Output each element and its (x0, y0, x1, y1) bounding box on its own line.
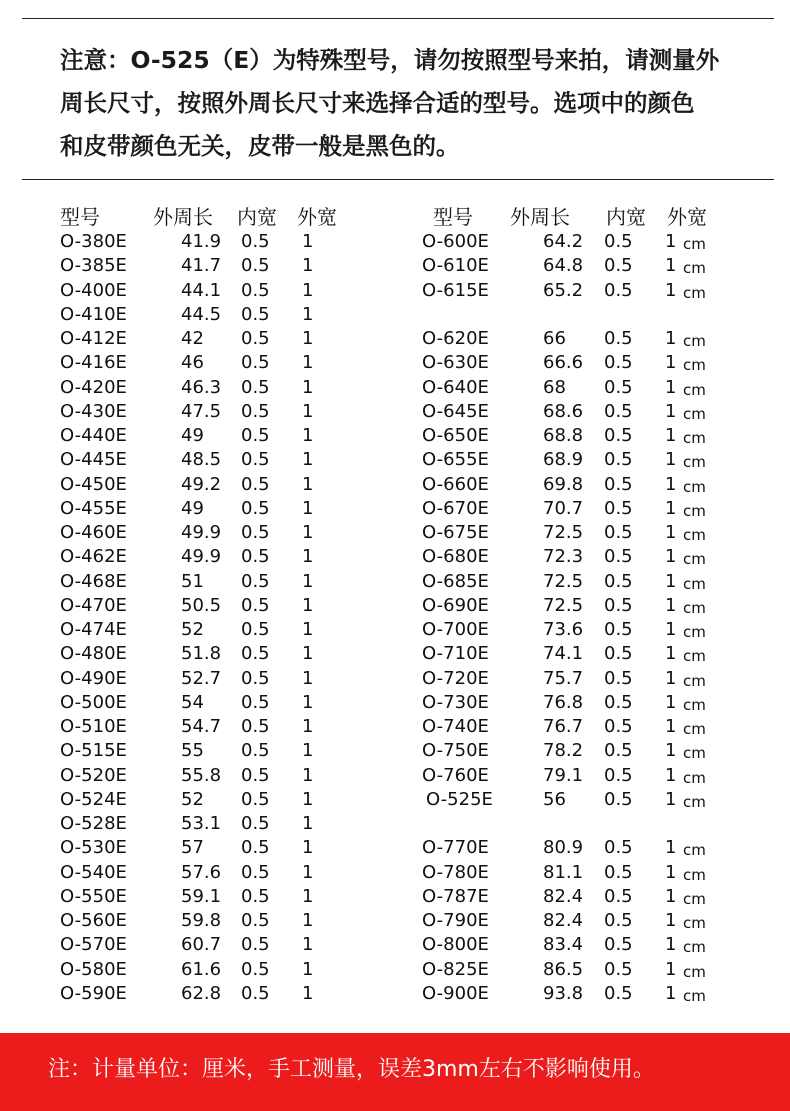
inner-width-cell: 0.5 (604, 982, 633, 1004)
model-cell: O-680E (422, 546, 489, 568)
model-cell: O-740E (422, 716, 489, 737)
outer-width-cell: 1 (665, 691, 677, 713)
outer-width-cell: 1 (302, 473, 314, 495)
outer-width-cell: 1 (302, 546, 314, 568)
outer-width-cell: 1 (665, 352, 677, 374)
circumference-cell: 80.9 (543, 837, 584, 859)
circumference-cell: 46 (181, 352, 204, 374)
circumference-cell: 82.4 (543, 910, 584, 931)
outer-width-cell: 1 (302, 958, 314, 980)
inner-width-cell: 0.5 (604, 764, 633, 786)
inner-width-cell: 0.5 (241, 546, 270, 568)
model-cell: O-412E (60, 328, 127, 349)
outer-width-cell: 1 (302, 837, 314, 859)
column-header: 型号 (60, 205, 100, 229)
unit-label: cm (683, 623, 706, 641)
unit-label: cm (683, 283, 706, 302)
circumference-cell: 78.2 (543, 740, 584, 762)
unit-label: cm (683, 914, 706, 932)
circumference-cell: 54 (181, 691, 204, 713)
unit-label: cm (683, 695, 706, 714)
unit-label: cm (683, 477, 706, 496)
circumference-cell: 47.5 (181, 400, 222, 422)
circumference-cell: 70.7 (543, 497, 584, 519)
model-cell: O-700E (422, 619, 489, 640)
circumference-cell: 57 (181, 837, 204, 859)
circumference-cell: 52 (181, 788, 204, 810)
circumference-cell: 49.2 (181, 473, 222, 495)
circumference-cell: 76.8 (543, 691, 584, 713)
model-cell: O-900E (422, 982, 489, 1004)
model-cell: O-525E (426, 788, 493, 810)
circumference-cell: 73.6 (543, 619, 584, 640)
unit-label: cm (683, 453, 706, 472)
model-cell: O-430E (60, 400, 127, 422)
circumference-cell: 49 (181, 425, 204, 446)
outer-width-cell: 1 (302, 813, 314, 834)
inner-width-cell: 0.5 (604, 861, 633, 883)
column-header: 外宽 (667, 205, 707, 229)
circumference-cell: 59.1 (181, 885, 222, 907)
circumference-cell: 79.1 (543, 764, 584, 786)
circumference-cell: 46.3 (181, 376, 222, 398)
circumference-cell: 86.5 (543, 958, 584, 980)
model-cell: O-645E (422, 400, 489, 422)
circumference-cell: 93.8 (543, 982, 584, 1004)
inner-width-cell: 0.5 (604, 449, 633, 471)
model-cell: O-540E (60, 861, 127, 883)
column-header: 内宽 (237, 205, 277, 229)
outer-width-cell: 1 (665, 400, 677, 422)
inner-width-cell: 0.5 (241, 400, 270, 422)
inner-width-cell: 0.5 (241, 570, 270, 592)
model-cell: O-515E (60, 740, 127, 762)
unit-label: cm (683, 841, 706, 860)
outer-width-cell: 1 (302, 861, 314, 883)
outer-width-cell: 1 (302, 788, 314, 810)
outer-width-cell: 1 (665, 885, 677, 907)
model-cell: O-474E (60, 619, 127, 640)
outer-width-cell: 1 (302, 400, 314, 422)
model-cell: O-530E (60, 837, 127, 859)
outer-width-cell: 1 (302, 982, 314, 1004)
circumference-cell: 81.1 (543, 861, 584, 883)
circumference-cell: 68.6 (543, 400, 584, 422)
model-cell: O-570E (60, 934, 127, 956)
unit-label: cm (683, 720, 706, 738)
inner-width-cell: 0.5 (604, 740, 633, 762)
outer-width-cell: 1 (302, 255, 314, 277)
model-cell: O-720E (422, 667, 489, 689)
outer-width-cell: 1 (302, 934, 314, 956)
circumference-cell: 72.3 (543, 546, 584, 568)
unit-label: cm (683, 986, 706, 1005)
model-cell: O-480E (60, 643, 127, 665)
outer-width-cell: 1 (302, 303, 314, 325)
outer-width-cell: 1 (665, 328, 677, 349)
unit-label: cm (683, 259, 706, 278)
inner-width-cell: 0.5 (604, 376, 633, 398)
circumference-cell: 69.8 (543, 473, 584, 495)
model-cell: O-760E (422, 764, 489, 786)
circumference-cell: 74.1 (543, 643, 584, 665)
model-cell: O-825E (422, 958, 489, 980)
outer-width-cell: 1 (665, 643, 677, 665)
inner-width-cell: 0.5 (241, 934, 270, 956)
circumference-cell: 49.9 (181, 546, 222, 568)
inner-width-cell: 0.5 (604, 255, 633, 277)
circumference-cell: 53.1 (181, 813, 222, 834)
inner-width-cell: 0.5 (604, 594, 633, 616)
model-cell: O-455E (60, 497, 127, 519)
circumference-cell: 41.9 (181, 231, 222, 252)
circumference-cell: 51 (181, 570, 204, 592)
circumference-cell: 54.7 (181, 716, 222, 737)
inner-width-cell: 0.5 (241, 497, 270, 519)
notice-line: 周长尺寸，按照外周长尺寸来选择合适的型号。选项中的颜色 (60, 89, 695, 117)
circumference-cell: 59.8 (181, 910, 222, 931)
model-cell: O-600E (422, 231, 489, 252)
outer-width-cell: 1 (302, 231, 314, 252)
inner-width-cell: 0.5 (241, 279, 270, 301)
notice-line: 注意：O-525（E）为特殊型号，请勿按照型号来拍，请测量外 (60, 46, 720, 74)
model-cell: O-670E (422, 497, 489, 519)
circumference-cell: 42 (181, 328, 204, 349)
unit-label: cm (683, 235, 706, 253)
outer-width-cell: 1 (665, 231, 677, 252)
model-cell: O-410E (60, 303, 127, 325)
outer-width-cell: 1 (665, 570, 677, 592)
unit-label: cm (683, 598, 706, 617)
inner-width-cell: 0.5 (604, 643, 633, 665)
model-cell: O-675E (422, 522, 489, 543)
circumference-cell: 65.2 (543, 279, 584, 301)
model-cell: O-385E (60, 255, 127, 277)
circumference-cell: 48.5 (181, 449, 222, 471)
outer-width-cell: 1 (302, 376, 314, 398)
outer-width-cell: 1 (302, 716, 314, 737)
inner-width-cell: 0.5 (241, 788, 270, 810)
unit-label: cm (683, 380, 706, 399)
outer-width-cell: 1 (665, 740, 677, 762)
model-cell: O-470E (60, 594, 127, 616)
unit-label: cm (683, 550, 706, 569)
inner-width-cell: 0.5 (241, 716, 270, 737)
inner-width-cell: 0.5 (604, 231, 633, 252)
unit-label: cm (683, 574, 706, 593)
inner-width-cell: 0.5 (241, 376, 270, 398)
model-cell: O-460E (60, 522, 127, 543)
model-cell: O-440E (60, 425, 127, 446)
inner-width-cell: 0.5 (241, 425, 270, 446)
unit-label: cm (683, 671, 706, 690)
inner-width-cell: 0.5 (604, 473, 633, 495)
circumference-cell: 76.7 (543, 716, 584, 737)
model-cell: O-660E (422, 473, 489, 495)
column-header: 外宽 (297, 205, 337, 229)
outer-width-cell: 1 (665, 619, 677, 640)
unit-label: cm (683, 889, 706, 908)
inner-width-cell: 0.5 (241, 522, 270, 543)
inner-width-cell: 0.5 (604, 400, 633, 422)
inner-width-cell: 0.5 (241, 449, 270, 471)
model-cell: O-528E (60, 813, 127, 834)
circumference-cell: 64.2 (543, 231, 584, 252)
circumference-cell: 52.7 (181, 667, 222, 689)
circumference-cell: 66 (543, 328, 566, 349)
outer-width-cell: 1 (302, 594, 314, 616)
unit-label: cm (683, 526, 706, 544)
outer-width-cell: 1 (665, 958, 677, 980)
model-cell: O-630E (422, 352, 489, 374)
model-cell: O-450E (60, 473, 127, 495)
circumference-cell: 68.9 (543, 449, 584, 471)
unit-label: cm (683, 429, 706, 447)
circumference-cell: 44.5 (181, 303, 222, 325)
circumference-cell: 72.5 (543, 522, 584, 543)
unit-label: cm (683, 768, 706, 787)
unit-label: cm (683, 865, 706, 884)
circumference-cell: 49.9 (181, 522, 222, 543)
circumference-cell: 82.4 (543, 885, 584, 907)
circumference-cell: 66.6 (543, 352, 584, 374)
outer-width-cell: 1 (665, 522, 677, 543)
unit-label: cm (683, 332, 706, 350)
circumference-cell: 49 (181, 497, 204, 519)
model-cell: O-790E (422, 910, 489, 931)
circumference-cell: 72.5 (543, 594, 584, 616)
inner-width-cell: 0.5 (604, 570, 633, 592)
circumference-cell: 51.8 (181, 643, 222, 665)
model-cell: O-780E (422, 861, 489, 883)
column-header: 型号 (433, 205, 473, 229)
model-cell: O-520E (60, 764, 127, 786)
unit-label: cm (683, 404, 706, 423)
inner-width-cell: 0.5 (241, 982, 270, 1004)
inner-width-cell: 0.5 (604, 958, 633, 980)
outer-width-cell: 1 (665, 594, 677, 616)
inner-width-cell: 0.5 (241, 473, 270, 495)
outer-width-cell: 1 (302, 522, 314, 543)
outer-width-cell: 1 (302, 279, 314, 301)
outer-width-cell: 1 (302, 352, 314, 374)
outer-width-cell: 1 (302, 328, 314, 349)
model-cell: O-615E (422, 279, 489, 301)
outer-width-cell: 1 (665, 425, 677, 446)
outer-width-cell: 1 (302, 885, 314, 907)
outer-width-cell: 1 (665, 764, 677, 786)
inner-width-cell: 0.5 (604, 788, 633, 810)
model-cell: O-730E (422, 691, 489, 713)
inner-width-cell: 0.5 (241, 885, 270, 907)
inner-width-cell: 0.5 (604, 425, 633, 446)
outer-width-cell: 1 (302, 643, 314, 665)
outer-width-cell: 1 (302, 910, 314, 931)
model-cell: O-380E (60, 231, 127, 252)
circumference-cell: 41.7 (181, 255, 222, 277)
inner-width-cell: 0.5 (241, 764, 270, 786)
model-cell: O-560E (60, 910, 127, 931)
model-cell: O-445E (60, 449, 127, 471)
inner-width-cell: 0.5 (241, 861, 270, 883)
inner-width-cell: 0.5 (604, 691, 633, 713)
model-cell: O-580E (60, 958, 127, 980)
inner-width-cell: 0.5 (241, 352, 270, 374)
unit-label: cm (683, 744, 706, 763)
outer-width-cell: 1 (302, 449, 314, 471)
model-cell: O-420E (60, 376, 127, 398)
circumference-cell: 68 (543, 376, 566, 398)
model-cell: O-462E (60, 546, 127, 568)
inner-width-cell: 0.5 (241, 328, 270, 349)
outer-width-cell: 1 (665, 376, 677, 398)
model-cell: O-620E (422, 328, 489, 349)
inner-width-cell: 0.5 (241, 667, 270, 689)
circumference-cell: 75.7 (543, 667, 584, 689)
model-cell: O-685E (422, 570, 489, 592)
model-cell: O-416E (60, 352, 127, 374)
inner-width-cell: 0.5 (604, 885, 633, 907)
model-cell: O-650E (422, 425, 489, 446)
model-cell: O-655E (422, 449, 489, 471)
outer-width-cell: 1 (665, 667, 677, 689)
circumference-cell: 72.5 (543, 570, 584, 592)
inner-width-cell: 0.5 (604, 619, 633, 640)
inner-width-cell: 0.5 (604, 522, 633, 543)
model-cell: O-468E (60, 570, 127, 592)
circumference-cell: 52 (181, 619, 204, 640)
inner-width-cell: 0.5 (241, 231, 270, 252)
outer-width-cell: 1 (665, 837, 677, 859)
model-cell: O-400E (60, 279, 127, 301)
outer-width-cell: 1 (665, 934, 677, 956)
outer-width-cell: 1 (302, 619, 314, 640)
inner-width-cell: 0.5 (241, 958, 270, 980)
outer-width-cell: 1 (302, 691, 314, 713)
model-cell: O-550E (60, 885, 127, 907)
footer-note: 注：计量单位：厘米，手工测量，误差3mm左右不影响使用。 (48, 1057, 655, 1082)
inner-width-cell: 0.5 (241, 643, 270, 665)
footer-banner (0, 1033, 790, 1111)
model-cell: O-500E (60, 691, 127, 713)
outer-width-cell: 1 (665, 982, 677, 1004)
model-cell: O-787E (422, 885, 489, 907)
unit-label: cm (683, 962, 706, 981)
inner-width-cell: 0.5 (604, 837, 633, 859)
unit-label: cm (683, 501, 706, 520)
model-cell: O-610E (422, 255, 489, 277)
model-cell: O-524E (60, 788, 127, 810)
outer-width-cell: 1 (302, 570, 314, 592)
outer-width-cell: 1 (665, 788, 677, 810)
model-cell: O-640E (422, 376, 489, 398)
inner-width-cell: 0.5 (241, 910, 270, 931)
outer-width-cell: 1 (302, 425, 314, 446)
model-cell: O-710E (422, 643, 489, 665)
inner-width-cell: 0.5 (241, 255, 270, 277)
outer-width-cell: 1 (665, 449, 677, 471)
outer-width-cell: 1 (665, 546, 677, 568)
unit-label: cm (683, 647, 706, 666)
circumference-cell: 50.5 (181, 594, 222, 616)
inner-width-cell: 0.5 (241, 813, 270, 834)
outer-width-cell: 1 (665, 497, 677, 519)
outer-width-cell: 1 (302, 740, 314, 762)
inner-width-cell: 0.5 (604, 716, 633, 737)
column-header: 内宽 (606, 205, 646, 229)
circumference-cell: 57.6 (181, 861, 222, 883)
circumference-cell: 56 (543, 788, 566, 810)
model-cell: O-750E (422, 740, 489, 762)
outer-width-cell: 1 (302, 667, 314, 689)
outer-width-cell: 1 (665, 279, 677, 301)
unit-label: cm (683, 938, 706, 957)
outer-width-cell: 1 (665, 473, 677, 495)
model-cell: O-590E (60, 982, 127, 1004)
inner-width-cell: 0.5 (604, 352, 633, 374)
inner-width-cell: 0.5 (604, 910, 633, 931)
outer-width-cell: 1 (665, 861, 677, 883)
outer-width-cell: 1 (665, 255, 677, 277)
outer-width-cell: 1 (665, 910, 677, 931)
column-header: 外周长 (153, 205, 213, 229)
inner-width-cell: 0.5 (241, 594, 270, 616)
model-cell: O-510E (60, 716, 127, 737)
inner-width-cell: 0.5 (241, 619, 270, 640)
circumference-cell: 61.6 (181, 958, 222, 980)
outer-width-cell: 1 (665, 716, 677, 737)
circumference-cell: 62.8 (181, 982, 222, 1004)
circumference-cell: 55 (181, 740, 204, 762)
column-header: 外周长 (510, 205, 570, 229)
inner-width-cell: 0.5 (604, 934, 633, 956)
circumference-cell: 55.8 (181, 764, 222, 786)
inner-width-cell: 0.5 (604, 546, 633, 568)
circumference-cell: 68.8 (543, 425, 584, 446)
notice-line: 和皮带颜色无关，皮带一般是黑色的。 (60, 132, 460, 160)
inner-width-cell: 0.5 (604, 279, 633, 301)
outer-width-cell: 1 (302, 497, 314, 519)
inner-width-cell: 0.5 (241, 740, 270, 762)
unit-label: cm (683, 356, 706, 375)
model-cell: O-490E (60, 667, 127, 689)
inner-width-cell: 0.5 (241, 691, 270, 713)
circumference-cell: 83.4 (543, 934, 584, 956)
model-cell: O-770E (422, 837, 489, 859)
inner-width-cell: 0.5 (604, 497, 633, 519)
circumference-cell: 64.8 (543, 255, 584, 277)
outer-width-cell: 1 (302, 764, 314, 786)
inner-width-cell: 0.5 (604, 328, 633, 349)
inner-width-cell: 0.5 (241, 303, 270, 325)
inner-width-cell: 0.5 (241, 837, 270, 859)
circumference-cell: 44.1 (181, 279, 222, 301)
circumference-cell: 60.7 (181, 934, 222, 956)
unit-label: cm (683, 792, 706, 811)
model-cell: O-690E (422, 594, 489, 616)
inner-width-cell: 0.5 (604, 667, 633, 689)
model-cell: O-800E (422, 934, 489, 956)
